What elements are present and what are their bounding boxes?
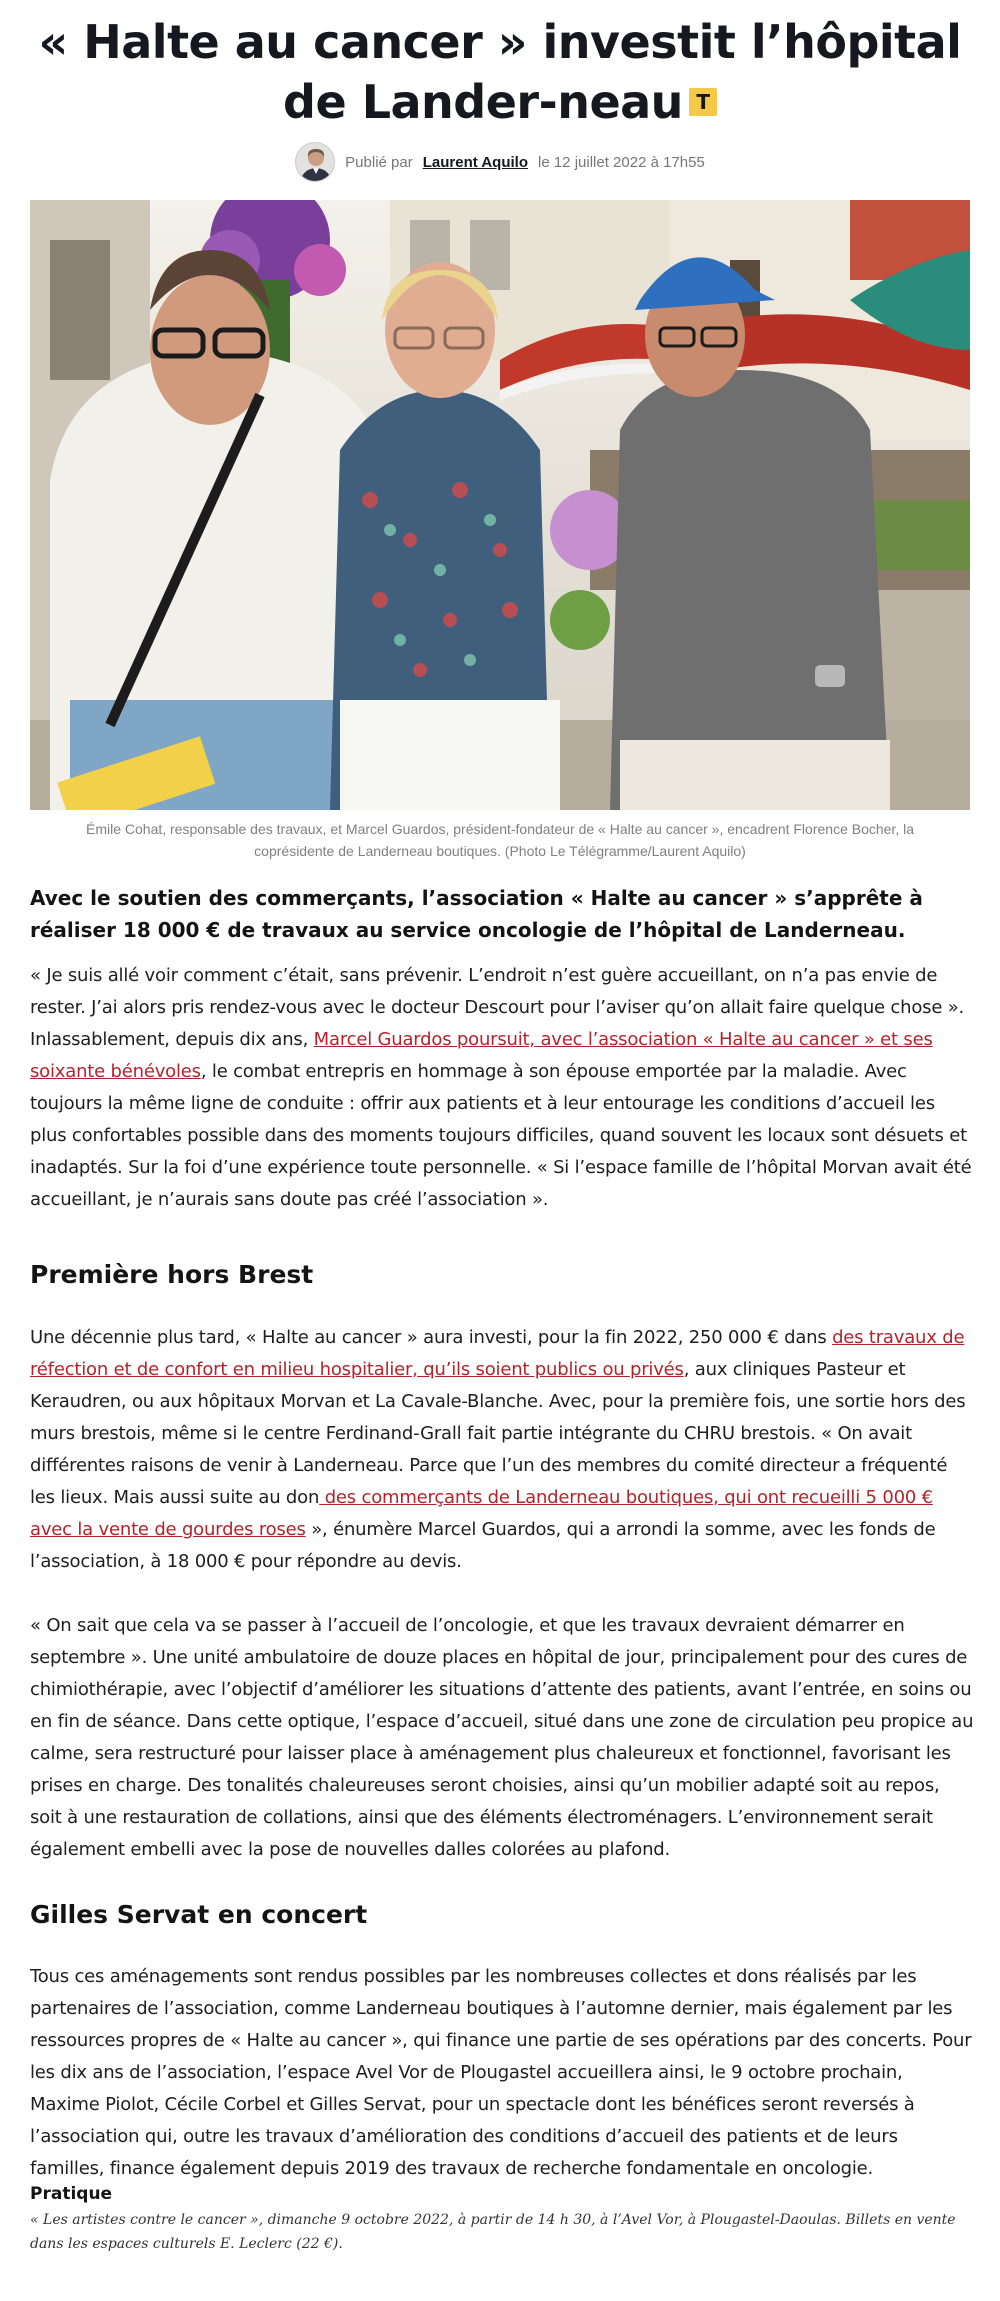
paragraph-4: Tous ces aménagements sont rendus possibles par les nombreuses collectes et dons réalisés par les partenaires de l’association, comme Landerneau boutiques à l’automne dernier, mais également par les ressources propres de « Halte au cancer », qui finance une partie de ses opérations par des concerts. Pour les dix ans de l’association, l’espace Avel Vor de Plougastel accueillera ainsi, le 9 octobre prochain, Maxime Piolot, Cécile Corbel et Gilles Servat, pour un spectacle dont les bénéfices seront reversés à l’association qui, outre les travaux d’amélioration des conditions d’accueil des patients et de leurs familles, finance également depuis 2019 des travaux de recherche fondamentale en oncologie. [30, 1966, 972, 2179]
article-photo-image [30, 200, 970, 810]
author-avatar[interactable] [295, 142, 335, 182]
article-lead: Avec le soutien des commerçants, l’association « Halte au cancer » s’apprête à réaliser 18 000 € de travaux au service oncologie de l’hôpital de Landerneau. [30, 886, 923, 942]
subheading-gilles-servat: Gilles Servat en concert [30, 1900, 368, 1929]
byline [0, 140, 1000, 184]
author-link[interactable]: Laurent Aquilo [422, 153, 528, 171]
premium-badge: T [689, 88, 717, 116]
article-title [30, 12, 970, 132]
article-title-text: « Halte au cancer » investit l’hôpital de Lander-neau [38, 15, 962, 129]
paragraph-2-text-before: Une décennie plus tard, « Halte au cancer » aura investi, pour la fin 2022, 250 000 € dans [30, 1327, 833, 1348]
pratique-title: Pratique [30, 2184, 113, 2204]
byline-prefix: Publié par [345, 153, 413, 171]
paragraph-2-text-middle: , aux cliniques Pasteur et Keraudren, ou aux hôpitaux Morvan et La Cavale-Blanche. Avec, pour la première fois, une sortie hors des murs brestois, même si le centre Ferdinand-Grall fait partie intégrante du CHRU brestois. « On avait différentes raisons de venir à Landerneau. Parce que l’un des membres du comité directeur a fréquenté les lieux. Mais aussi suite au don [30, 1359, 966, 1508]
paragraph-1 [30, 960, 975, 1216]
publish-date: le 12 juillet 2022 à 17h55 [538, 153, 705, 171]
paragraph-1-text-before: « Je suis allé voir comment c’était, sans prévenir. L’endroit n’est guère accueillant, on n’a pas envie de rester. J’ai alors pris rendez-vous avec le docteur Descourt pour l’aviser qu’on allait faire quelque chose ». Inlassablement, depuis dix ans, [30, 965, 965, 1050]
pratique-text: « Les artistes contre le cancer », dimanche 9 octobre 2022, à partir de 14 h 30, à l’Avel Vor, à Plougastel-Daoulas. Billets en vente dans les espaces culturels E. Leclerc (22 €). [30, 2212, 956, 2252]
paragraph-2 [30, 1322, 975, 1578]
photo-caption: Émile Cohat, responsable des travaux, et Marcel Guardos, président-fondateur de « Halte au cancer », encadrent Florence Bocher, la coprésidente de Landerneau boutiques. (Photo Le Télégramme/Laurent Aquilo) [85, 821, 915, 859]
paragraph-3: « On sait que cela va se passer à l’accueil de l’oncologie, et que les travaux devraient démarrer en septembre ». Une unité ambulatoire de douze places en hôpital de jour, principalement pour des cures de chimiothérapie, avec l’objectif d’améliorer les situations d’attente des patients, avant l’entrée, en soins ou en fin de séance. Dans cette optique, l’espace d’accueil, situé dans une zone de circulation peu propice au calme, sera restructuré pour laisser place à aménagement plus chaleureux et fonctionnel, favorisant les prises en charge. Des tonalités chaleureuses seront choisies, ainsi qu’un mobilier adapté soit au repos, soit à une restauration de collations, ainsi que des éléments électroménagers. L’environnement serait également embelli avec la pose de nouvelles dalles colorées au plafond. [30, 1615, 974, 1860]
author-avatar-image [296, 143, 335, 182]
paragraph-2-link-commercants[interactable]: des commerçants de Landerneau boutiques, qui ont recueilli 5 000 € avec la vente de gourdes roses [30, 1487, 933, 1540]
paragraph-1-link[interactable]: Marcel Guardos poursuit, avec l’association « Halte au cancer » et ses soixante bénévoles [30, 1029, 933, 1082]
paragraph-2-text-after: », énumère Marcel Guardos, qui a arrondi la somme, avec les fonds de l’association, à 18 000 € pour répondre au devis. [30, 1519, 936, 1572]
paragraph-1-text-after: , le combat entrepris en hommage à son épouse emportée par la maladie. Avec toujours la même ligne de conduite : offrir aux patients et à leur entourage les conditions d’accueil les plus confortables possible dans des moments toujours difficiles, quand souvent les locaux sont désuets et inadaptés. Sur la foi d’une expérience toute personnelle. « Si l’espace famille de l’hôpital Morvan avait été accueillant, je n’aurais sans doute pas créé l’association ». [30, 1061, 972, 1210]
paragraph-2-link-travaux[interactable]: des travaux de réfection et de confort en milieu hospitalier, qu’ils soient publics ou privés [30, 1327, 965, 1380]
subheading-premiere-hors-brest: Première hors Brest [30, 1260, 314, 1289]
article-photo [30, 200, 970, 810]
